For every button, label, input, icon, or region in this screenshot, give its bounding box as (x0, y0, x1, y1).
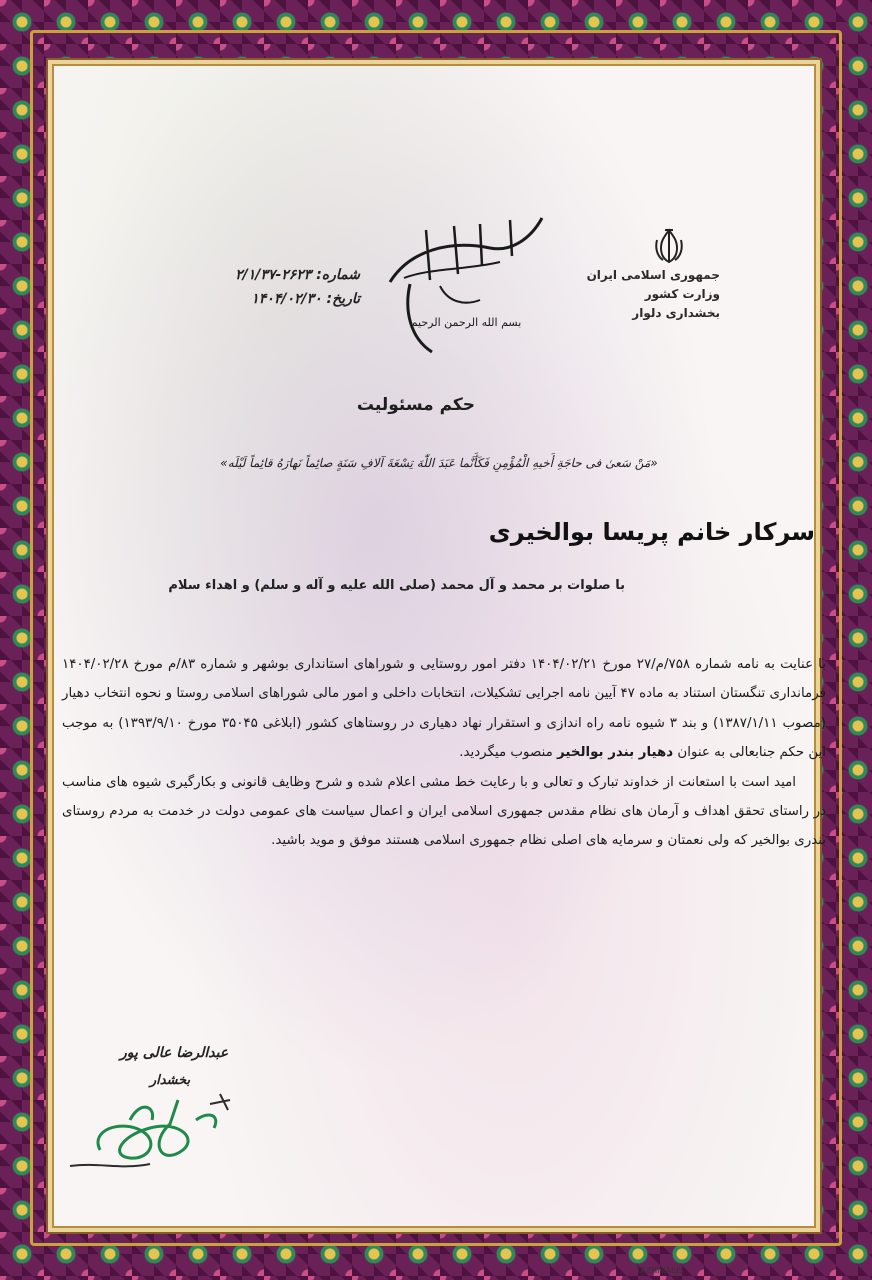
body-paragraph-2: امید است با استعانت از خداوند تبارک و تعالی و با رعایت خط مشی اعلام شده و شرح وظایف قانونی و بکارگیری شیوه های مناسب در راستای تحقق اهداف و آرمان های نظام مقدس جمهوری اسلامی ایران و اعمال سیاست های عمومی دولت در خدمت به مردم روستای بندری بوالخیر که ولی نعمتان و سرمایه های اصلی نظام جمهوری اسلامی هستند موفق و موید باشید. (62, 774, 826, 849)
letter-meta (200, 263, 360, 311)
printer-mark: TAZHINAEIS (636, 1266, 684, 1275)
iran-emblem-icon (651, 226, 687, 266)
body-paragraph-1 (62, 650, 826, 768)
letter-date-label: تاریخ: (326, 291, 360, 307)
letter-number-label: شماره: (316, 267, 360, 283)
letter-body (62, 650, 826, 856)
document-title: حکم مسئولیت (356, 395, 476, 415)
issuer-line-ministry: وزارت کشور (644, 287, 720, 301)
appointment-position: دهیار بندر بوالخیر (557, 745, 674, 761)
issuer-block (586, 266, 720, 323)
letter-date-value: ۱۴۰۴/۰۲/۳۰ (251, 291, 322, 307)
paragraph-1-closing: منصوب میگردید. (459, 745, 553, 761)
issuer-line-office: بخشداری دلوار (632, 306, 720, 320)
basmala-calligraphy (370, 210, 550, 360)
hadith-quote: «مَنْ سَعیٰ فی حاجَةِ أَخیهِ الْمُؤْمِنِ فَکَأَنَّما عَبَدَ اللّٰهَ تِسْعَةَ آلافِ سَنَةٍ صائِماً نَهارَهُ قائِماً لَیْلَه» (220, 456, 658, 470)
basmala-text: بسم الله الرحمن الرحیم (410, 316, 522, 329)
signer-name: عبدالرضا عالی پور (120, 1045, 229, 1061)
letter-number-row (200, 263, 360, 287)
handwritten-signature (60, 1080, 250, 1185)
signer-title: بخشدار (149, 1073, 191, 1088)
letter-date-row (200, 287, 360, 311)
issuer-line-country: جمهوری اسلامی ایران (586, 268, 720, 282)
paragraph-1-intro: با عنایت به نامه شماره ۷۵۸/م/۲۷ مورخ ۱۴۰۴/۰۲/۲۱ دفتر امور روستایی و شوراهای استانداری بوشهر و شماره ۸۳/م مورخ ۱۴۰۴/۰۲/۲۸ فرمانداری تنگستان استناد به ماده ۴۷ آیین نامه اجرایی تشکیلات، انتخابات داخلی و امور مالی شوراهای اسلامی روستا و نحوه انتخاب دهیار (مصوب ۱۳۸۷/۱/۱۱) و بند ۳ شیوه نامه راه اندازی و استقرار نهاد دهیاری در روستاهای کشور (ابلاغی ۳۵۰۴۵ مورخ ۱۳۹۳/۹/۱۰) به موجب این حکم جنابعالی به عنوان (62, 657, 826, 761)
letter-number-value: ۲۶۲۳-۲/۱/۳۷ (235, 267, 312, 283)
salutation-line: با صلوات بر محمد و آل محمد (صلی الله علیه و آله و سلم) و اهداء سلام (168, 578, 625, 593)
recipient-name: سرکار خانم پریسا بوالخیری (488, 518, 815, 546)
